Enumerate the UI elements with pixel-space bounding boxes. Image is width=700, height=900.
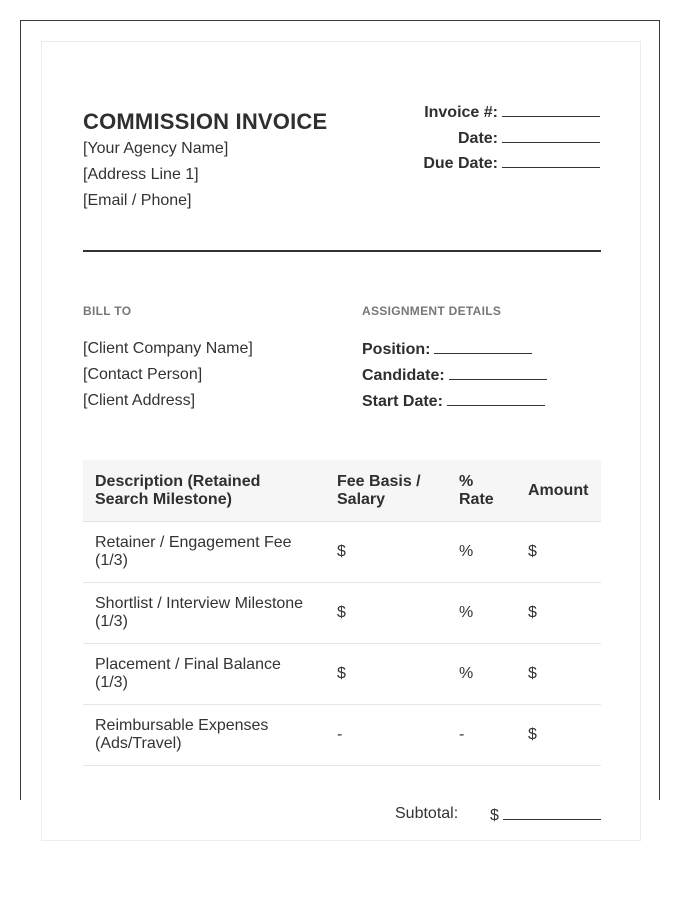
agency-info <box>83 139 228 217</box>
client-contact: [Contact Person] <box>83 366 203 383</box>
bill-to-heading: BILL TO <box>83 304 132 318</box>
row-rate: % <box>447 644 516 705</box>
subtotal-label: Subtotal: <box>395 805 459 822</box>
candidate-label: Candidate: <box>362 367 445 384</box>
row-amount: $ <box>516 644 601 705</box>
invoice-title: COMMISSION INVOICE <box>83 109 328 134</box>
row-amount: $ <box>516 705 601 766</box>
header-divider <box>83 250 601 252</box>
row-description: Shortlist / Interview Milestone (1/3) <box>83 583 325 644</box>
agency-name: [Your Agency Name] <box>83 140 229 157</box>
row-rate: - <box>447 705 516 766</box>
invoice-number-field[interactable] <box>502 102 600 117</box>
header-fee-basis: Fee Basis / Salary <box>325 460 447 522</box>
table-row <box>83 583 601 644</box>
start-date-row <box>362 391 547 417</box>
bill-to-info <box>83 339 253 417</box>
header-description: Description (Retained Search Milestone) <box>83 460 325 522</box>
row-fee-basis: $ <box>325 522 447 583</box>
start-date-field[interactable] <box>447 391 545 406</box>
candidate-row <box>362 365 547 391</box>
due-date-label: Due Date: <box>423 155 498 172</box>
row-amount: $ <box>516 522 601 583</box>
row-fee-basis: $ <box>325 583 447 644</box>
invoice-number-label: Invoice #: <box>424 104 498 121</box>
invoice-number-row <box>423 102 600 128</box>
table-header-row <box>83 460 601 522</box>
subtotal-value-row <box>490 805 601 825</box>
invoice-page <box>41 41 641 841</box>
header-amount: Amount <box>516 460 601 522</box>
assignment-info <box>362 339 547 417</box>
invoice-meta <box>423 102 600 179</box>
assignment-details-heading: ASSIGNMENT DETAILS <box>362 304 502 318</box>
header-rate: % Rate <box>447 460 516 522</box>
position-row <box>362 339 547 365</box>
table-row <box>83 705 601 766</box>
row-description: Reimbursable Expenses (Ads/Travel) <box>83 705 325 766</box>
candidate-field[interactable] <box>449 365 547 380</box>
line-items-table <box>83 460 601 766</box>
table-row <box>83 522 601 583</box>
client-company: [Client Company Name] <box>83 340 253 357</box>
due-date-row <box>423 153 600 179</box>
row-description: Retainer / Engagement Fee (1/3) <box>83 522 325 583</box>
row-fee-basis: - <box>325 705 447 766</box>
document-frame <box>20 20 660 824</box>
row-description: Placement / Final Balance (1/3) <box>83 644 325 705</box>
invoice-date-field[interactable] <box>502 128 600 143</box>
subtotal-currency: $ <box>490 807 499 824</box>
row-rate: % <box>447 583 516 644</box>
agency-address: [Address Line 1] <box>83 166 199 183</box>
table-row <box>83 644 601 705</box>
row-fee-basis: $ <box>325 644 447 705</box>
subtotal-field[interactable] <box>503 805 601 820</box>
due-date-field[interactable] <box>502 153 600 168</box>
position-label: Position: <box>362 341 431 358</box>
row-rate: % <box>447 522 516 583</box>
row-amount: $ <box>516 583 601 644</box>
position-field[interactable] <box>434 339 532 354</box>
invoice-date-row <box>423 128 600 154</box>
invoice-date-label: Date: <box>457 129 498 147</box>
agency-contact: [Email / Phone] <box>83 192 192 209</box>
client-address: [Client Address] <box>83 392 196 409</box>
start-date-label: Start Date: <box>362 393 443 410</box>
